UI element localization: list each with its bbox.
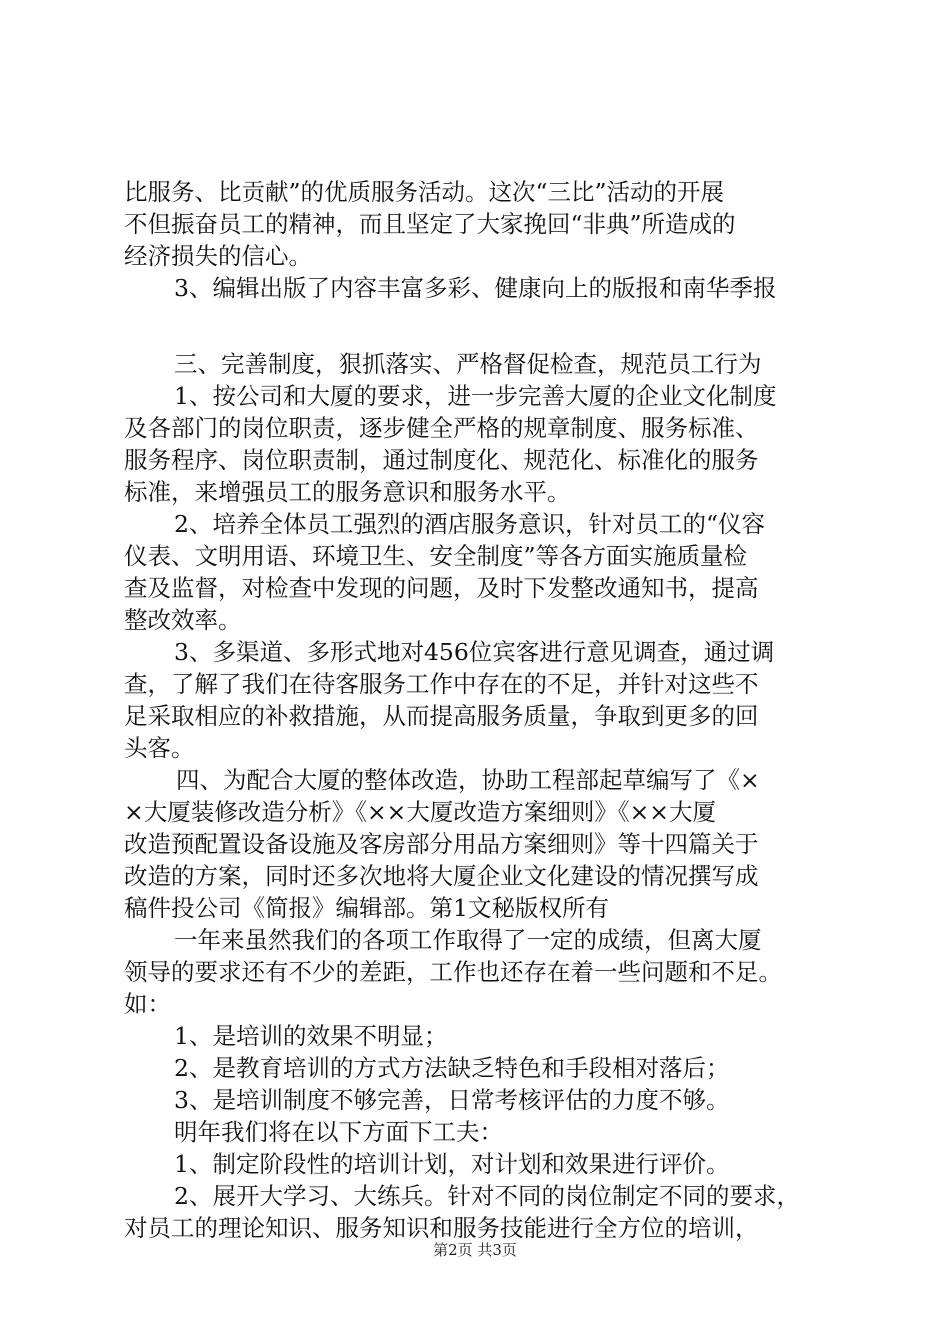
text-line: 经济损失的信心。 — [124, 242, 312, 270]
section-heading: 四、为配合大厦的整体改造，协助工程部起草编写了《× — [176, 766, 760, 794]
text-line: 一年来虽然我们的各项工作取得了一定的成绩，但离大厦 — [174, 926, 762, 954]
text-line: 对员工的理论知识、服务知识和服务技能进行全方位的培训， — [124, 1214, 759, 1242]
text-line: 改造的方案，同时还多次地将大厦企业文化建设的情况撰写成 — [124, 862, 759, 890]
text-line: 及各部门的岗位职责，逐步健全严格的规章制度、服务标准、 — [124, 414, 759, 442]
text-line: 服务程序、岗位职责制，通过制度化、规范化、标准化的服务 — [124, 446, 759, 474]
list-item: 3、是培训制度不够完善，日常考核评估的力度不够。 — [174, 1086, 730, 1114]
page-number: 第2页 共3页 — [433, 1241, 517, 1259]
text-line: 稿件投公司《简报》编辑部。第1文秘版权所有 — [124, 894, 609, 922]
text-line: 查及监督，对检查中发现的问题，及时下发整改通知书，提高 — [124, 574, 759, 602]
text-line: 仪表、文明用语、环境卫生、安全制度”等各方面实施质量检 — [124, 542, 748, 570]
text-line: 如： — [124, 990, 171, 1018]
text-line: 3、编辑出版了内容丰富多彩、健康向上的版报和南华季报 — [174, 274, 777, 302]
text-line: 明年我们将在以下方面下工夫： — [174, 1118, 503, 1146]
list-item: 1、是培训的效果不明显； — [174, 1022, 448, 1050]
paragraph-gap — [124, 304, 840, 348]
text-line: 1、按公司和大厦的要求，进一步完善大厦的企业文化制度 — [174, 382, 777, 410]
list-item: 1、制定阶段性的培训计划，对计划和效果进行评价。 — [174, 1150, 730, 1178]
text-line: 查，了解了我们在待客服务工作中存在的不足，并针对这些不 — [124, 670, 759, 698]
text-line: 头客。 — [124, 734, 195, 762]
list-item: 2、是教育培训的方式方法缺乏特色和手段相对落后； — [174, 1054, 730, 1082]
text-line: 足采取相应的补救措施，从而提高服务质量，争取到更多的回 — [124, 702, 759, 730]
text-line: 2、培养全体员工强烈的酒店服务意识，针对员工的“仪容 — [174, 510, 765, 538]
text-line: ×大厦装修改造分析》《××大厦改造方案细则》《××大厦 — [124, 798, 716, 826]
text-line: 领导的要求还有不少的差距，工作也还存在着一些问题和不足。 — [124, 958, 782, 986]
text-line: 3、多渠道、多形式地对456位宾客进行意见调查，通过调 — [174, 638, 775, 666]
document-body — [124, 176, 840, 1244]
text-line: 不但振奋员工的精神，而且坚定了大家挽回“非典”所造成的 — [124, 210, 736, 238]
text-line: 比服务、比贡献”的优质服务活动。这次“三比”活动的开展 — [124, 178, 725, 206]
text-line: 改造预配置设备设施及客房部分用品方案细则》等十四篇关于 — [124, 830, 759, 858]
section-heading: 三、完善制度，狠抓落实、严格督促检查，规范员工行为 — [174, 350, 762, 378]
text-line: 整改效率。 — [124, 606, 242, 634]
list-item: 2、展开大学习、大练兵。针对不同的岗位制定不同的要求， — [174, 1182, 800, 1210]
page-footer — [0, 1240, 950, 1260]
text-line: 标准，来增强员工的服务意识和服务水平。 — [124, 478, 571, 506]
